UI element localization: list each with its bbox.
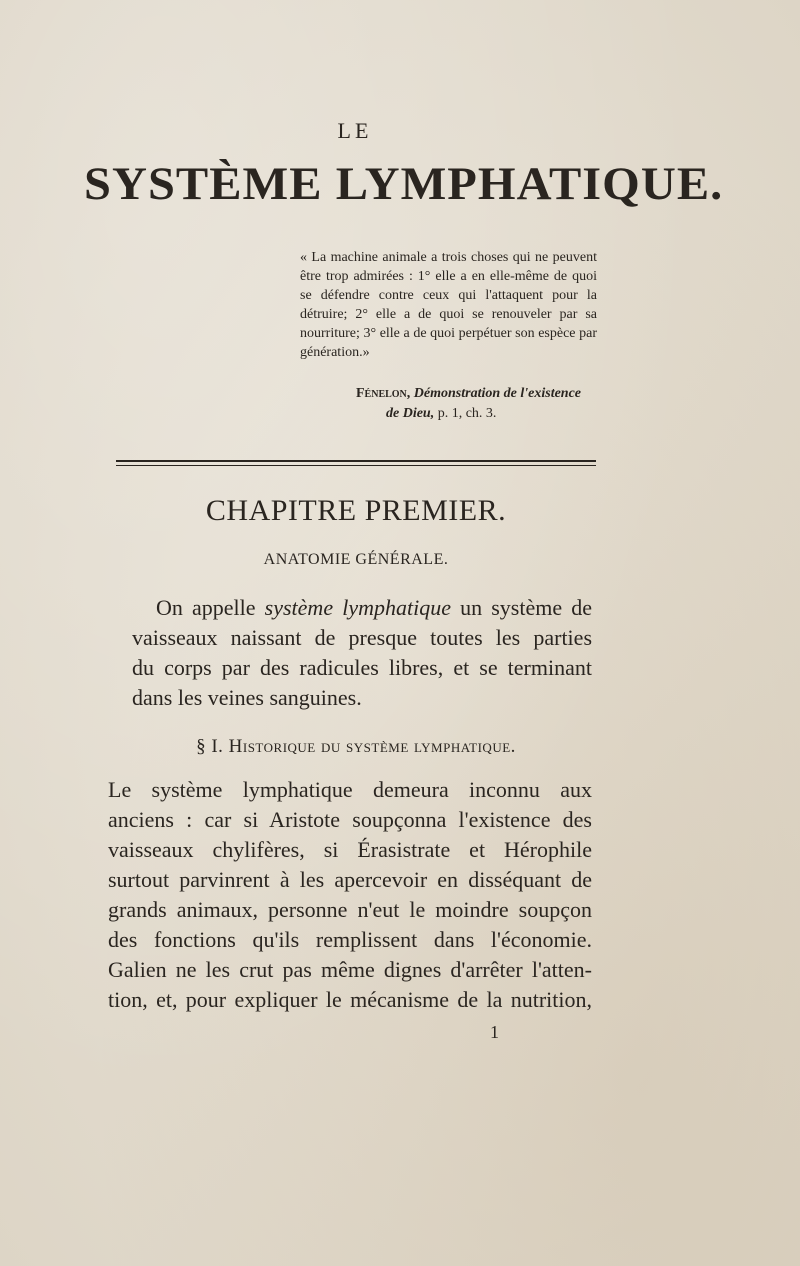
intro-line-2: vaisseaux naissant de presque toutes les parties [132, 625, 592, 650]
title-article: LE [337, 118, 373, 143]
intro-line-4: dans les veines sanguines. [132, 685, 362, 710]
intro-line-3: du corps par des radicules libres, et se terminant [132, 655, 592, 680]
section-title: Historique du système lymphatique. [228, 736, 516, 757]
epigraph-attribution [300, 384, 597, 424]
text-line: anciens : car si Aristote soupçonna l'existence des [108, 807, 592, 832]
text-line: des fonctions qu'ils remplissent dans l'économie. [108, 927, 592, 952]
text-line: tion, et, pour expliquer le mécanisme de la nutrition, [108, 987, 592, 1012]
intro-paragraph [108, 593, 592, 713]
page-title: SYSTÈME LYMPHATIQUE. [84, 158, 724, 210]
divider-rule-thin [116, 465, 596, 466]
chapter-subtitle: ANATOMIE GÉNÉRALE. [263, 551, 449, 568]
text-line: Le système lymphatique demeura inconnu aux [108, 777, 592, 802]
page-number: 1 [490, 1022, 499, 1042]
epigraph-author: Fénelon, [356, 386, 411, 401]
epigraph-work-cont: de Dieu, [386, 406, 435, 421]
text-line: Galien ne les crut pas même dignes d'arrêter l'atten- [108, 957, 592, 982]
text-line: grands animaux, personne n'eut le moindre soupçon [108, 897, 592, 922]
section-heading [0, 736, 712, 758]
epigraph-reference: p. 1, ch. 3. [437, 406, 497, 421]
intro-line-1: On appelle système lymphatique un système de [156, 595, 593, 620]
history-paragraph [108, 775, 592, 1015]
section-number: § I. [196, 736, 224, 757]
term-italic: système lymphatique [264, 595, 451, 620]
text-line: surtout parvinrent à les apercevoir en disséquant de [108, 867, 592, 892]
divider-rule-thick [116, 460, 596, 462]
epigraph-quote: « La machine animale a trois choses qui ne peuvent être trop admirées : 1° elle a en elle-même de quoi se défendre contre ceux qui l'attaquent pour la détruire; 2° elle a de quoi se renouveler par sa nourriture; 3° elle a de quoi perpétuer son espèce par génération.» [300, 250, 597, 360]
epigraph-work: Démonstration de l'existence [413, 386, 582, 401]
chapter-title: CHAPITRE PREMIER. [205, 494, 507, 527]
text-line: vaisseaux chylifères, si Érasistrate et Hérophile [108, 837, 592, 862]
